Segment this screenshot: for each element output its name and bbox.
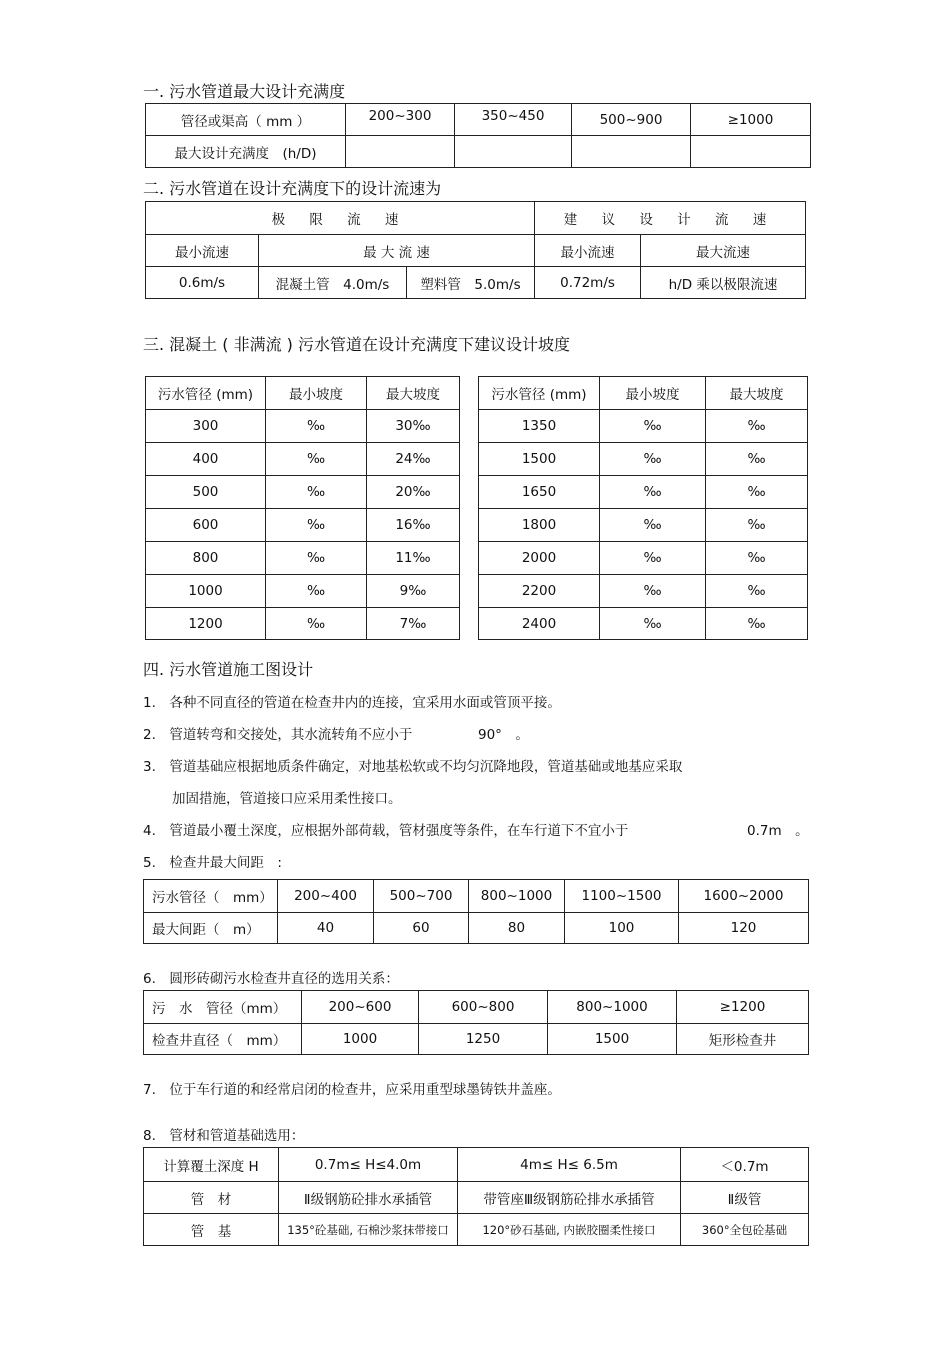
table-cell: 混凝土管 4.0m/s — [259, 267, 407, 299]
header-cell: 最小坡度 — [600, 377, 706, 410]
table-cell: 500~700 — [374, 880, 469, 913]
table-cell: 135°砼基础, 石棉沙浆抹带接口 — [279, 1214, 458, 1246]
table-cell: ‰ — [600, 608, 706, 640]
table-cell: 0.6m/s — [146, 267, 259, 299]
table-cell: 24‰ — [367, 443, 460, 476]
table-cell: 120°砂石基础, 内嵌胶圈柔性接口 — [458, 1214, 681, 1246]
table-cell: 400 — [146, 443, 266, 476]
header-cell: 最大流速 — [641, 235, 806, 267]
table-cell: 塑料管 5.0m/s — [407, 267, 535, 299]
table-row — [144, 991, 809, 1024]
header-cell: 管径或渠高（ mm ） — [146, 104, 346, 136]
table-cell: 600~800 — [419, 991, 548, 1024]
table-cell: 600 — [146, 509, 266, 542]
table-row — [146, 136, 811, 168]
item-7: 7. 位于车行道的和经常启闭的检查井，应采用重型球墨铸铁井盖座。 — [143, 1082, 561, 1098]
table-cell: 800~1000 — [469, 880, 565, 913]
table-row — [146, 267, 806, 299]
max-fullness-table — [145, 103, 811, 168]
table-cell: ‰ — [600, 410, 706, 443]
pipe-material-table — [143, 1147, 809, 1246]
item-6: 6. 圆形砖砌污水检查井直径的选用关系： — [143, 971, 399, 987]
slope-table — [145, 376, 808, 640]
table-row — [144, 1214, 809, 1246]
header-cell: 最大坡度 — [367, 377, 460, 410]
table-cell: 1200 — [146, 608, 266, 640]
table-cell: 7‰ — [367, 608, 460, 640]
table-cell: 16‰ — [367, 509, 460, 542]
header-cell: 最 大 流 速 — [259, 235, 535, 267]
table-cell: 200~600 — [302, 991, 419, 1024]
item-4-value: 0.7m 。 — [747, 823, 809, 839]
section-4-heading: 四. 污水管道施工图设计 — [143, 660, 314, 679]
table-row — [144, 880, 809, 913]
suggested-velocity-header: 建 议 设 计 流 速 — [535, 202, 806, 235]
table-cell: ‰ — [266, 542, 367, 575]
table-cell: 300 — [146, 410, 266, 443]
table-row — [146, 377, 808, 410]
table-cell: 1100~1500 — [565, 880, 679, 913]
table-gap — [460, 377, 479, 640]
section-2-heading: 二. 污水管道在设计充满度下的设计流速为 — [143, 179, 442, 198]
table-cell: 1600~2000 — [679, 880, 809, 913]
table-cell: 1500 — [548, 1024, 677, 1055]
header-cell: 管 材 — [144, 1182, 279, 1214]
header-cell: 最小流速 — [535, 235, 641, 267]
table-cell: 2000 — [479, 542, 600, 575]
table-cell: ‰ — [266, 443, 367, 476]
table-cell: ‰ — [706, 476, 808, 509]
section-1-heading: 一. 污水管道最大设计充满度 — [143, 82, 346, 101]
table-cell: 1800 — [479, 509, 600, 542]
item-3: 3. 管道基础应根据地质条件确定，对地基松软或不均匀沉降地段，管道基础或地基应采取 — [143, 759, 683, 775]
item-3-cont: 加固措施，管道接口应采用柔性接口。 — [172, 791, 402, 807]
header-cell: 检查井直径（ mm） — [144, 1024, 302, 1055]
table-cell: ‰ — [266, 410, 367, 443]
table-cell: ‰ — [600, 443, 706, 476]
table-cell: Ⅱ级管 — [681, 1182, 809, 1214]
table-cell: 20‰ — [367, 476, 460, 509]
limit-velocity-header: 极 限 流 速 — [146, 202, 535, 235]
table-cell: ‰ — [266, 476, 367, 509]
header-cell: 最大坡度 — [706, 377, 808, 410]
table-cell: 带管座Ⅲ级钢筋砼排水承插管 — [458, 1182, 681, 1214]
header-cell: 污水管径（ mm） — [144, 880, 278, 913]
table-cell — [691, 136, 811, 168]
table-cell: 1350 — [479, 410, 600, 443]
table-cell: Ⅱ级钢筋砼排水承插管 — [279, 1182, 458, 1214]
item-2: 2. 管道转弯和交接处，其水流转角不应小于 — [143, 727, 413, 743]
table-cell: ≥1000 — [691, 104, 811, 136]
table-cell: ‰ — [706, 509, 808, 542]
table-cell: 4m≤ H≤ 6.5m — [458, 1148, 681, 1182]
table-cell: 80 — [469, 913, 565, 944]
table-cell: 800~1000 — [548, 991, 677, 1024]
table-row — [146, 202, 806, 235]
item-5: 5. 检查井最大间距 : — [143, 855, 282, 871]
header-cell: 计算覆土深度 H — [144, 1148, 279, 1182]
table-cell — [455, 136, 572, 168]
table-cell: ‰ — [266, 608, 367, 640]
table-cell — [572, 136, 691, 168]
table-cell: 1000 — [302, 1024, 419, 1055]
table-row — [144, 913, 809, 944]
table-cell: 1000 — [146, 575, 266, 608]
table-cell: ‰ — [706, 542, 808, 575]
table-cell: 500 — [146, 476, 266, 509]
item-2-value: 90° 。 — [478, 727, 529, 743]
table-cell: 0.72m/s — [535, 267, 641, 299]
table-cell: 360°全包砼基础 — [681, 1214, 809, 1246]
table-cell: 40 — [278, 913, 374, 944]
table-cell: 350~450 — [455, 104, 572, 136]
table-cell: ≥1200 — [677, 991, 809, 1024]
table-cell: ‰ — [706, 443, 808, 476]
header-cell: 管 基 — [144, 1214, 279, 1246]
header-cell: 污 水 管径（mm） — [144, 991, 302, 1024]
table-cell: 1250 — [419, 1024, 548, 1055]
manhole-spacing-table — [143, 879, 809, 944]
table-cell: 60 — [374, 913, 469, 944]
manhole-diameter-table — [143, 990, 809, 1055]
table-cell: 0.7m≤ H≤4.0m — [279, 1148, 458, 1182]
header-cell: 最小流速 — [146, 235, 259, 267]
table-row — [146, 235, 806, 267]
item-8: 8. 管材和管道基础选用： — [143, 1128, 305, 1144]
table-row — [146, 104, 811, 136]
table-cell: ‰ — [706, 608, 808, 640]
table-cell: ＜0.7m — [681, 1148, 809, 1182]
table-cell: 矩形检查井 — [677, 1024, 809, 1055]
header-cell: 最大间距（ m） — [144, 913, 278, 944]
table-cell: 11‰ — [367, 542, 460, 575]
table-cell: ‰ — [600, 542, 706, 575]
table-cell: 200~400 — [278, 880, 374, 913]
table-row — [144, 1148, 809, 1182]
section-3-heading: 三. 混凝土 ( 非满流 ) 污水管道在设计充满度下建议设计坡度 — [143, 335, 571, 354]
table-cell: 2200 — [479, 575, 600, 608]
table-cell: 9‰ — [367, 575, 460, 608]
table-row — [144, 1182, 809, 1214]
table-cell: 1650 — [479, 476, 600, 509]
table-cell: 2400 — [479, 608, 600, 640]
table-cell: 200~300 — [346, 104, 455, 136]
flow-velocity-table — [145, 201, 806, 299]
table-cell: 120 — [679, 913, 809, 944]
table-cell: 1500 — [479, 443, 600, 476]
table-cell — [346, 136, 455, 168]
table-cell: ‰ — [266, 575, 367, 608]
table-cell: 500~900 — [572, 104, 691, 136]
table-cell: ‰ — [600, 476, 706, 509]
table-cell: h/D 乘以极限流速 — [641, 267, 806, 299]
table-cell: 800 — [146, 542, 266, 575]
table-cell: ‰ — [266, 509, 367, 542]
item-4: 4. 管道最小覆土深度，应根据外部荷载，管材强度等条件，在车行道下不宜小于 — [143, 823, 629, 839]
table-row — [144, 1024, 809, 1055]
table-cell: ‰ — [706, 410, 808, 443]
header-cell: 最小坡度 — [266, 377, 367, 410]
header-cell: 污水管径 (mm) — [146, 377, 266, 410]
table-cell: ‰ — [600, 575, 706, 608]
item-1: 1. 各种不同直径的管道在检查井内的连接，宜采用水面或管顶平接。 — [143, 695, 561, 711]
header-cell: 最大设计充满度 (h/D) — [146, 136, 346, 168]
table-cell: 30‰ — [367, 410, 460, 443]
table-cell: 100 — [565, 913, 679, 944]
table-cell: ‰ — [706, 575, 808, 608]
header-cell: 污水管径 (mm) — [479, 377, 600, 410]
table-cell: ‰ — [600, 509, 706, 542]
